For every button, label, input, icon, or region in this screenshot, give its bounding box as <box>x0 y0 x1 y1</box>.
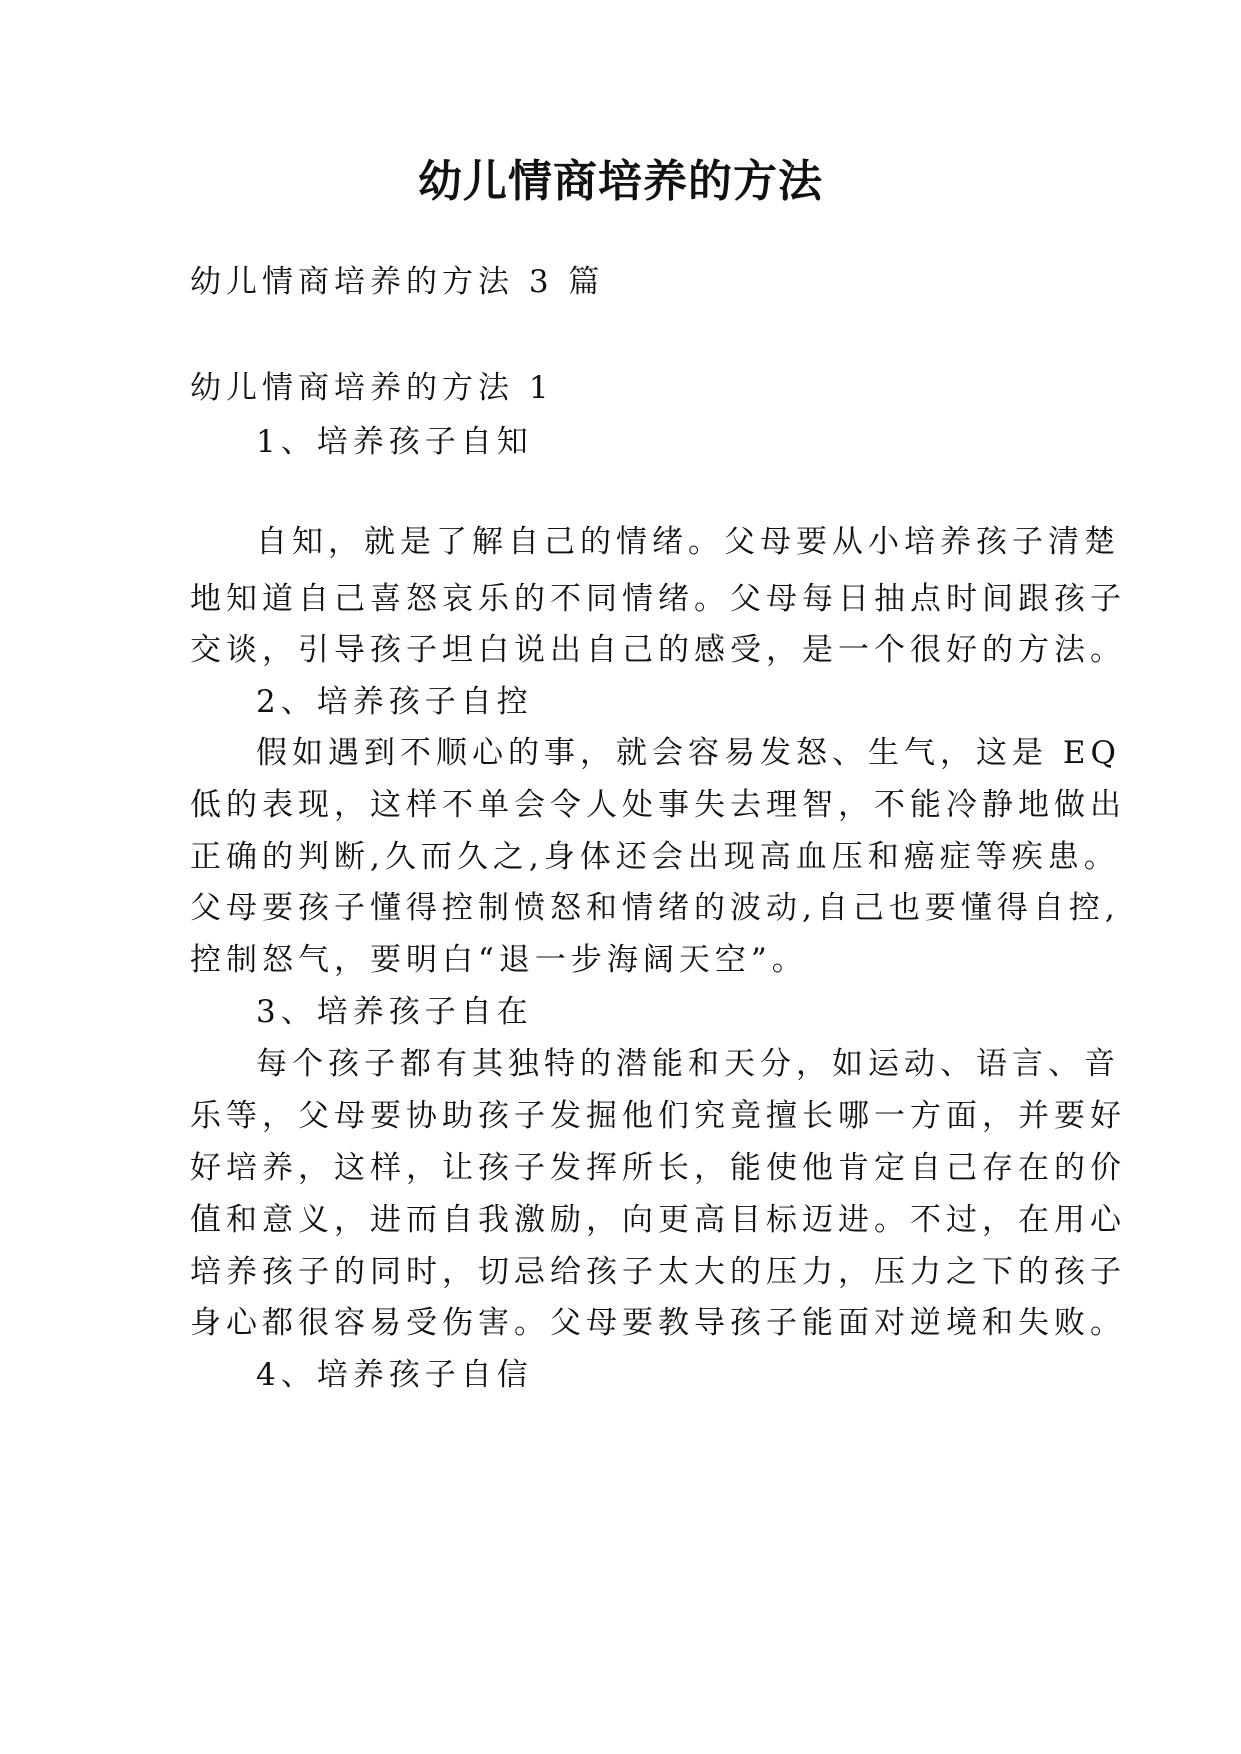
paragraph-line: 自知，就是了解自己的情绪。父母要从小培养孩子清楚 <box>256 524 1120 560</box>
paragraph-line: 地知道自己喜怒哀乐的不同情绪。父母每日抽点时间跟孩子 <box>190 581 1126 617</box>
paragraph-line: 假如遇到不顺心的事，就会容易发怒、生气，这是 EQ <box>256 735 1121 771</box>
point-heading: 1、培养孩子自知 <box>256 424 533 460</box>
point-heading: 4、培养孩子自信 <box>256 1357 533 1393</box>
paragraph-line: 低的表现，这样不单会令人处事失去理智，不能冷静地做出 <box>190 787 1126 823</box>
paragraph-line: 控制怒气，要明白“退一步海阔天空”。 <box>190 942 808 978</box>
document-subtitle: 幼儿情商培养的方法 3 篇 <box>190 264 605 300</box>
paragraph-line: 乐等，父母要协助孩子发掘他们究竟擅长哪一方面，并要好 <box>190 1098 1126 1134</box>
paragraph-line: 正确的判断,久而久之,身体还会出现高血压和癌症等疾患。 <box>190 839 1120 875</box>
section-heading: 幼儿情商培养的方法 1 <box>190 370 554 406</box>
point-heading: 2、培养孩子自控 <box>256 684 533 720</box>
point-heading: 3、培养孩子自在 <box>256 994 533 1030</box>
document-title: 幼儿情商培养的方法 <box>418 156 823 207</box>
paragraph-line: 父母要孩子懂得控制愤怒和情绪的波动,自己也要懂得自控, <box>190 890 1120 926</box>
paragraph-line: 值和意义，进而自我激励，向更高目标迈进。不过，在用心 <box>190 1202 1126 1238</box>
paragraph-line: 好培养，这样，让孩子发挥所长，能使他肯定自己存在的价 <box>190 1150 1126 1186</box>
paragraph-line: 每个孩子都有其独特的潜能和天分，如运动、语言、音 <box>256 1046 1120 1082</box>
paragraph-line: 交谈，引导孩子坦白说出自己的感受，是一个很好的方法。 <box>190 632 1126 668</box>
paragraph-line: 身心都很容易受伤害。父母要教导孩子能面对逆境和失败。 <box>190 1305 1126 1341</box>
paragraph-line: 培养孩子的同时，切忌给孩子太大的压力，压力之下的孩子 <box>190 1254 1126 1290</box>
